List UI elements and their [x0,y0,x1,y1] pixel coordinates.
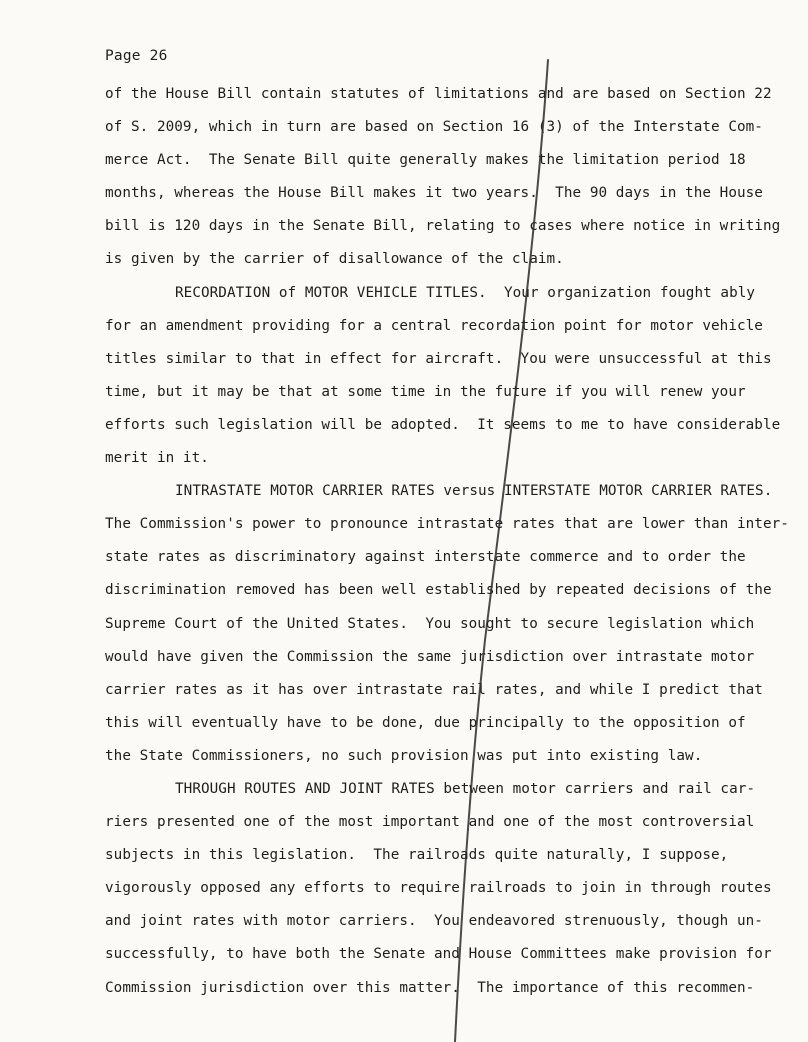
text-line: successfully, to have both the Senate and House Committees make provision for [105,946,772,963]
text-line: efforts such legislation will be adopted. It seems to me to have considerable [105,416,781,433]
text-line: of S. 2009, which in turn are based on Section 16 (3) of the Interstate Com- [105,119,763,136]
text-line: riers presented one of the most important and one of the most controversial [105,814,755,831]
text-line: for an amendment providing for a central recordation point for motor vehicle [105,317,763,334]
text-line: carrier rates as it has over intrastate rail rates, and while I predict that [105,681,763,698]
section-heading-line: INTRASTATE MOTOR CARRIER RATES versus INTERSTATE MOTOR CARRIER RATES. [175,483,773,500]
text-line: the State Commissioners, no such provision was put into existing law. [105,747,703,764]
text-line: merit in it. [105,450,209,467]
text-line: The Commission's power to pronounce intrastate rates that are lower than inter- [105,516,789,533]
text-line: months, whereas the House Bill makes it two years. The 90 days in the House [105,185,763,202]
text-line: is given by the carrier of disallowance of the claim. [105,251,564,268]
text-line: merce Act. The Senate Bill quite generally makes the limitation period 18 [105,152,746,169]
text-line: would have given the Commission the same jurisdiction over intrastate motor [105,648,755,665]
text-line: Supreme Court of the United States. You sought to secure legislation which [105,615,755,632]
text-line: subjects in this legislation. The railroads quite naturally, I suppose, [105,847,729,864]
text-line: titles similar to that in effect for aircraft. You were unsuccessful at this [105,350,772,367]
section-heading-line: RECORDATION of MOTOR VEHICLE TITLES. Your organization fought ably [175,284,756,301]
text-line: vigorously opposed any efforts to require railroads to join in through routes [105,880,772,897]
text-line: Commission jurisdiction over this matter. The importance of this recommen- [105,979,755,996]
text-line: this will eventually have to be done, due principally to the opposition of [105,714,746,731]
text-line: bill is 120 days in the Senate Bill, relating to cases where notice in writing [105,218,781,235]
text-line: time, but it may be that at some time in the future if you will renew your [105,383,746,400]
body-text [105,78,789,1005]
text-line: and joint rates with motor carriers. You endeavored strenuously, though un- [105,913,763,930]
text-line: discrimination removed has been well established by repeated decisions of the [105,582,772,599]
text-line: state rates as discriminatory against interstate commerce and to order the [105,549,746,566]
section-heading-line: THROUGH ROUTES AND JOINT RATES between motor carriers and rail car- [175,780,756,797]
page-number: Page 26 [105,48,168,64]
text-line: of the House Bill contain statutes of limitations and are based on Section 22 [105,86,772,102]
